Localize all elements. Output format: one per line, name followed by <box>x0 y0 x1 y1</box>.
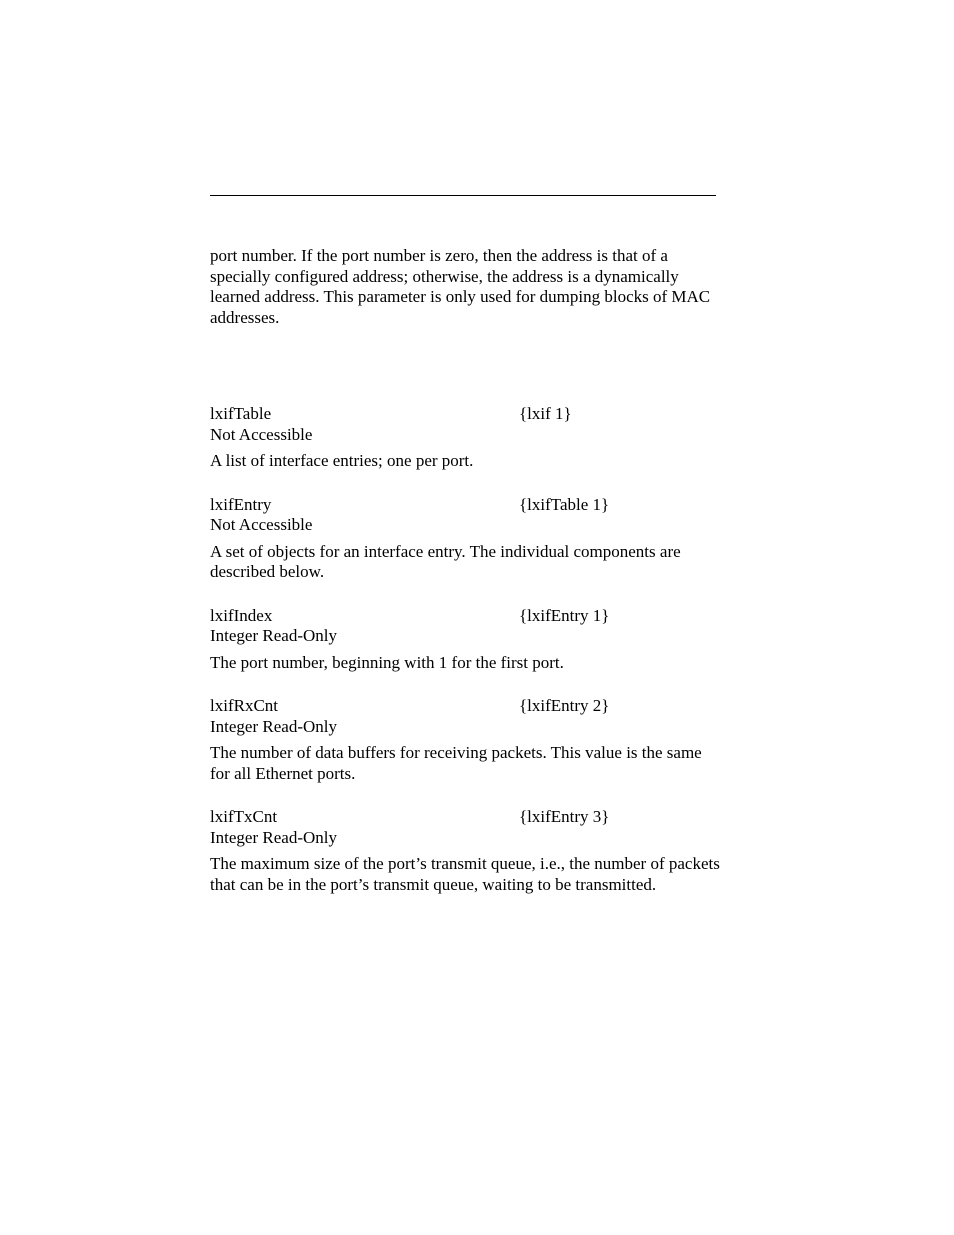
object-description: The port number, beginning with 1 for the first port. <box>210 652 564 672</box>
object-oid: {lxifEntry 2} <box>519 696 610 715</box>
object-header <box>210 696 720 717</box>
header-rule <box>210 195 716 196</box>
mib-object-lxiftxcnt <box>210 807 720 895</box>
object-access: Not Accessible <box>210 515 313 534</box>
object-oid: {lxifEntry 3} <box>519 807 610 826</box>
mib-object-lxiftable <box>210 404 720 472</box>
object-header <box>210 606 720 627</box>
mib-object-list <box>210 404 720 895</box>
object-header <box>210 807 720 828</box>
object-header <box>210 404 720 425</box>
object-name: lxifEntry <box>210 494 272 514</box>
object-header <box>210 495 720 516</box>
object-access: Integer Read-Only <box>210 827 337 847</box>
mib-object-lxifindex <box>210 606 720 674</box>
object-description: A list of interface entries; one per port. <box>210 451 474 470</box>
object-description: A set of objects for an interface entry. The individual components are described below. <box>210 541 681 581</box>
object-access: Integer Read-Only <box>210 626 337 645</box>
object-name: lxifTxCnt <box>210 807 278 826</box>
object-oid: {lxifEntry 1} <box>519 605 610 625</box>
object-description: The maximum size of the port’s transmit queue, i.e., the number of packets that can be in the port’s transmit queue, waiting to be transmitted. <box>210 854 720 894</box>
page-content <box>210 246 720 918</box>
object-access: Integer Read-Only <box>210 716 337 736</box>
object-oid: {lxifTable 1} <box>519 494 610 514</box>
object-description: The number of data buffers for receiving packets. This value is the same for all Ethernet ports. <box>210 743 702 783</box>
object-oid: {lxif 1} <box>519 404 572 423</box>
object-name: lxifTable <box>210 404 272 423</box>
mib-object-lxifentry <box>210 495 720 583</box>
object-access: Not Accessible <box>210 424 313 444</box>
mib-object-lxifrxcnt <box>210 696 720 784</box>
intro-paragraph: port number. If the port number is zero, then the address is that of a specially configured address; otherwise, the address is a dynamically learned address. This parameter is only used for dumping blocks of MAC addresses. <box>210 246 711 327</box>
object-name: lxifRxCnt <box>210 696 279 715</box>
object-name: lxifIndex <box>210 605 273 625</box>
